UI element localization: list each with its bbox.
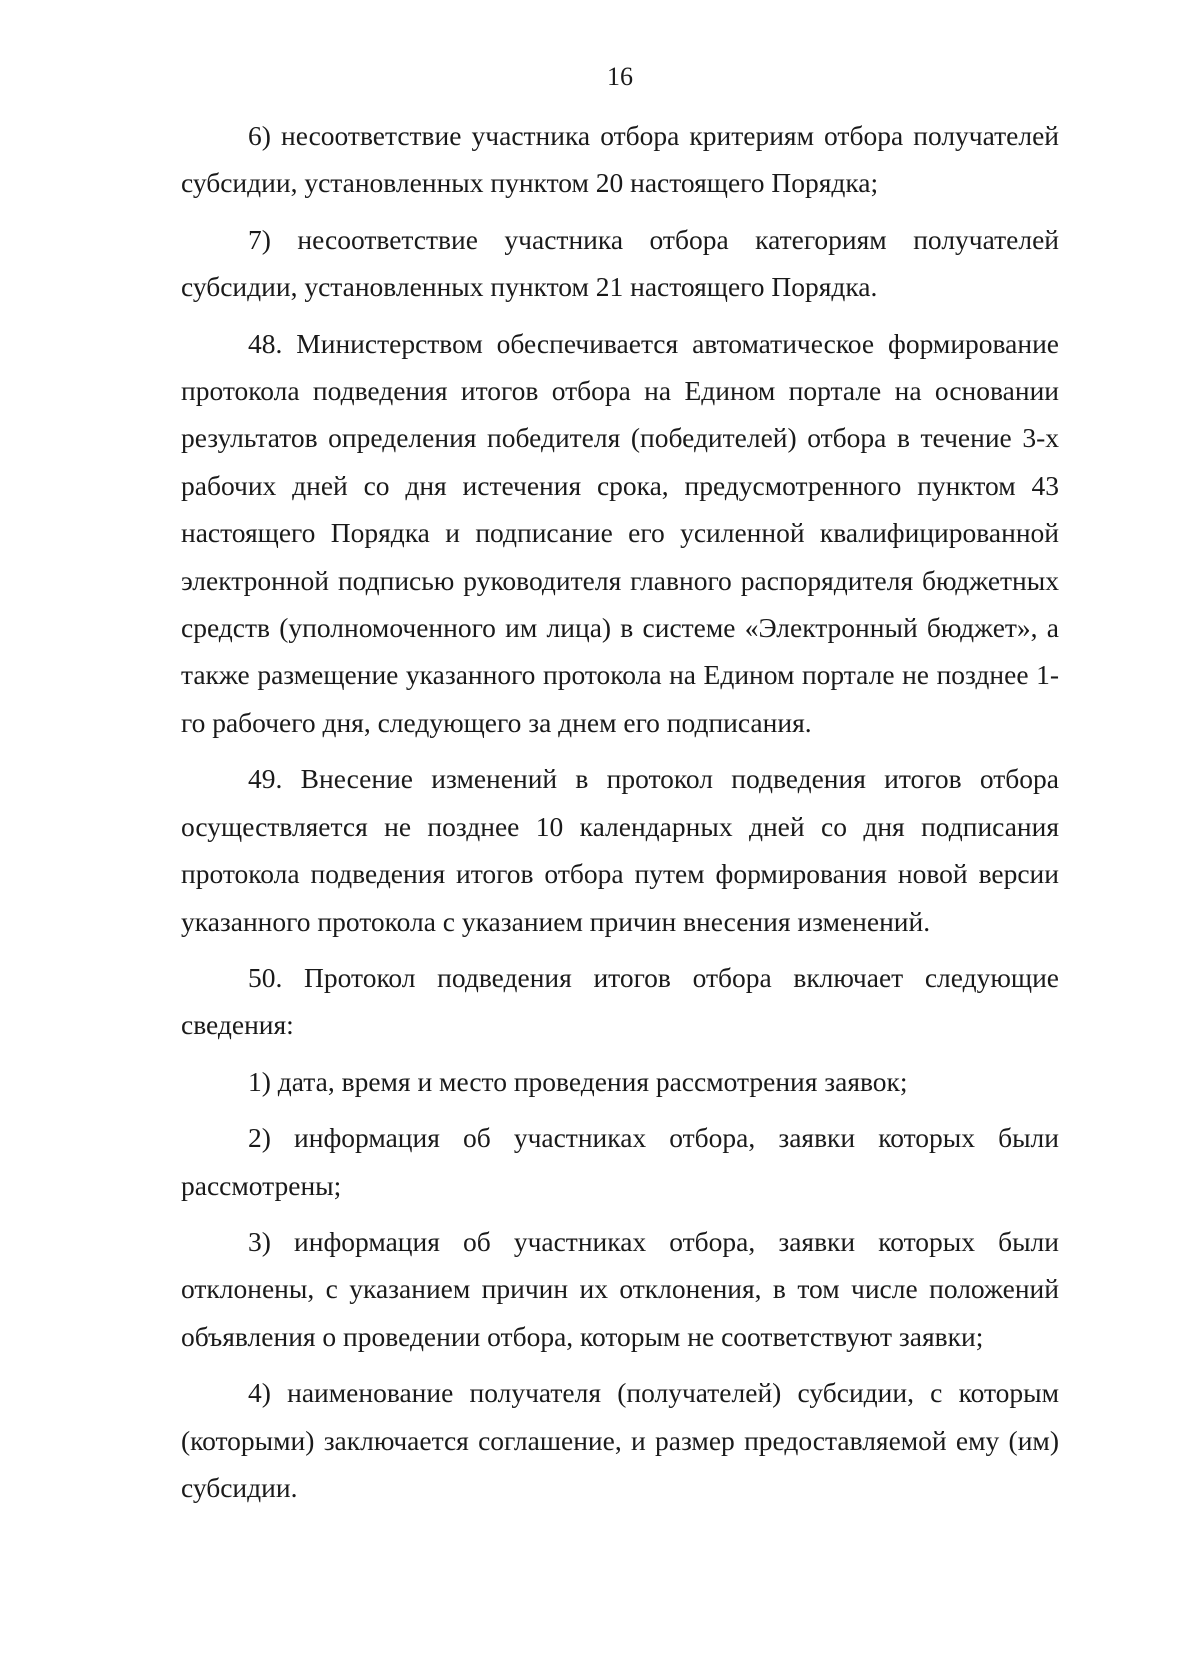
paragraph-item-4: 4) наименование получателя (получателей) субсидии, с которым (которыми) заключается соглашение, и размер предоставляемой ему (им) субсидии. (181, 1377, 1059, 1503)
paragraph-50: 50. Протокол подведения итогов отбора включает следующие сведения: (181, 961, 1059, 1041)
paragraph-49: 49. Внесение изменений в протокол подведения итогов отбора осуществляется не позднее 10 календарных дней со дня подписания протокола подведения итогов отбора путем формирования новой версии указанного протокола с указанием причин внесения изменений. (181, 763, 1059, 937)
paragraph-item-1: 1) дата, время и место проведения рассмотрения заявок; (248, 1065, 908, 1097)
document-body (181, 112, 1059, 1511)
paragraph-item-3: 3) информация об участниках отбора, заявки которых были отклонены, с указанием причин их отклонения, в том числе положений объявления о проведении отбора, которым не соответствуют заявки; (181, 1225, 1059, 1352)
page-number: 16 (607, 62, 633, 91)
paragraph-item-2: 2) информация об участниках отбора, заявки которых были рассмотрены; (181, 1122, 1059, 1201)
paragraph-48: 48. Министерством обеспечивается автоматическое формирование протокола подведения итогов отбора на Едином портале на основании результатов определения победителя (победителей) отбора в течение 3-х рабочих дней со дня истечения срока, предусмотренного пунктом 43 настоящего Порядка и подписание его усиленной квалифицированной электронной подписью руководителя главного распорядителя бюджетных средств (уполномоченного им лица) в системе «Электронный бюджет», а также размещение указанного протокола на Едином портале не позднее 1-го рабочего дня, следующего за днем его подписания. (181, 327, 1059, 738)
paragraph-item-6: 6) несоответствие участника отбора критериям отбора получателей субсидии, установленных пунктом 20 настоящего Порядка; (181, 120, 1059, 199)
paragraph-item-7: 7) несоответствие участника отбора категориям получателей субсидии, установленных пунктом 21 настоящего Порядка. (181, 223, 1059, 303)
